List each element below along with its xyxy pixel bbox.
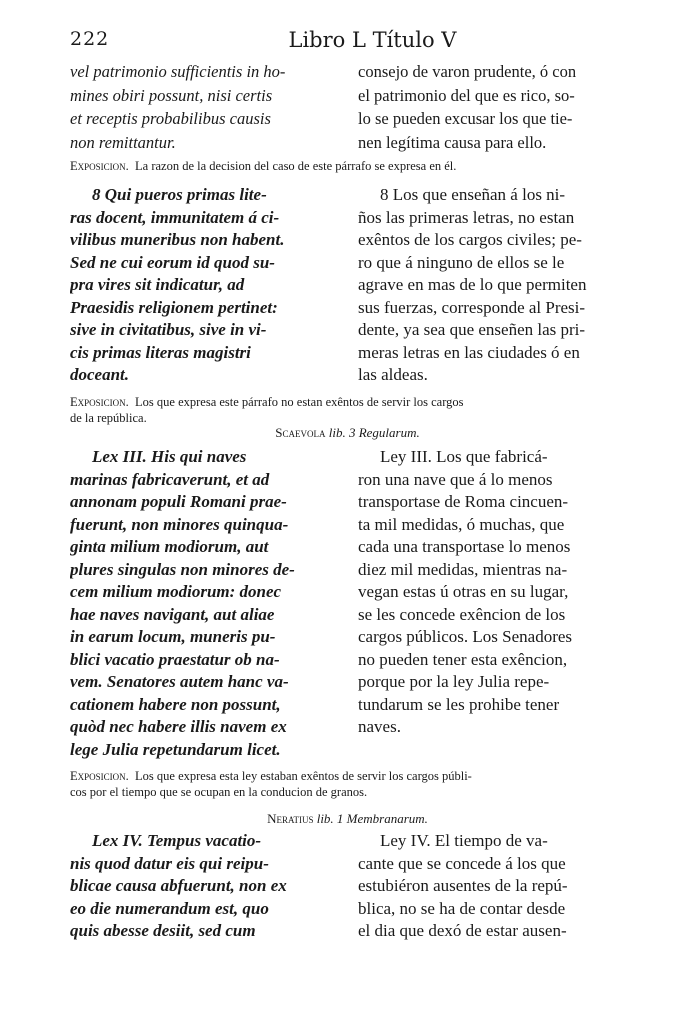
spanish-line: blica, no se ha de contar desde — [358, 898, 566, 918]
spanish-column — [358, 60, 625, 154]
latin-line: in earum locum, muneris pu- — [70, 627, 276, 646]
spanish-line: transportase de Roma cincuen- — [358, 492, 569, 511]
spanish-column — [358, 830, 625, 943]
latin-line: Praesidis religionem pertinet: — [70, 297, 278, 317]
latin-line: vel patrimonio sufficientis in ho- — [70, 62, 286, 81]
spanish-line: 8 Los que enseñan á los ni- — [380, 185, 566, 204]
spanish-column — [358, 184, 625, 387]
lex-4 — [70, 830, 625, 950]
latin-line: et receptis probabilibus causis — [70, 109, 271, 128]
spanish-line: ron una nave que á lo menos — [358, 469, 553, 489]
spanish-line: cada una transportase lo menos — [358, 537, 571, 556]
latin-line: cis primas literas magistri — [70, 342, 251, 362]
spanish-line: cante que se concede á los que — [358, 853, 566, 873]
note-label: Exposicion. — [70, 769, 129, 783]
latin-line: mines obiri possunt, nisi certis — [70, 85, 273, 105]
latin-line: vilibus muneribus non habent. — [70, 230, 285, 249]
note-text: de la república. — [70, 411, 147, 425]
exposition-note — [70, 768, 625, 800]
latin-column — [70, 184, 340, 387]
note-label: Exposicion. — [70, 395, 129, 409]
spanish-line: Ley IV. El tiempo de va- — [380, 831, 548, 850]
spanish-line: se les concede exêncion de los — [358, 604, 566, 624]
spanish-column — [358, 446, 625, 739]
source-author: Scaevola — [275, 425, 326, 440]
latin-line: Sed ne cui eorum id quod su- — [70, 252, 275, 272]
latin-line: fuerunt, non minores quinqua- — [70, 514, 289, 534]
latin-line: vem. Senatores autem hanc va- — [70, 672, 289, 691]
latin-line: cationem habere non possunt, — [70, 694, 281, 714]
latin-line: lege Julia repetundarum licet. — [70, 739, 281, 759]
spanish-line: dente, ya sea que enseñen las pri- — [358, 320, 586, 339]
spanish-line: ños las primeras letras, no estan — [358, 207, 575, 227]
latin-line: doceant. — [70, 365, 130, 384]
spanish-line: consejo de varon prudente, ó con — [358, 62, 577, 81]
spanish-line: cargos públicos. Los Senadores — [358, 627, 573, 646]
latin-line: blici vacatio praestatur ob na- — [70, 649, 280, 669]
note-text: La razon de la decision del caso de este párrafo se expresa en él. — [135, 159, 457, 173]
latin-line: ras docent, immunitatem á ci- — [70, 207, 280, 227]
note-text: cos por el tiempo que se ocupan en la conducion de granos. — [70, 785, 368, 799]
page-header — [70, 28, 625, 54]
spanish-line: el dia que dexó de estar ausen- — [358, 921, 567, 940]
latin-column — [70, 830, 340, 943]
lex-3 — [70, 446, 625, 764]
latin-line: 8 Qui pueros primas lite- — [92, 185, 267, 204]
spanish-line: naves. — [358, 717, 401, 736]
spanish-line: exêntos de los cargos civiles; pe- — [358, 230, 582, 249]
latin-line: marinas fabricaverunt, et ad — [70, 469, 270, 489]
source-citation — [70, 424, 625, 442]
latin-line: sive in civitatibus, sive in vi- — [70, 320, 267, 339]
spanish-line: ro que á ninguno de ellos se le — [358, 252, 565, 272]
spanish-line: meras letras en las ciudades ó en — [358, 342, 580, 362]
spanish-line: porque por la ley Julia repe- — [358, 672, 550, 691]
spanish-line: diez mil medidas, mientras na- — [358, 559, 568, 579]
latin-line: Lex IV. Tempus vacatio- — [92, 831, 262, 850]
spanish-line: lo se pueden excusar los que tie- — [358, 109, 573, 128]
spanish-line: tundarum se les prohibe tener — [358, 694, 560, 714]
latin-line: eo die numerandum est, quo — [70, 898, 269, 918]
exposition-note — [70, 158, 625, 174]
spanish-line: sus fuerzas, corresponde al Presi- — [358, 297, 586, 317]
spanish-line: ta mil medidas, ó muchas, que — [358, 514, 565, 534]
spanish-line: estubiéron ausentes de la repú- — [358, 876, 568, 895]
spanish-line: nen legítima causa para ello. — [358, 132, 547, 152]
latin-line: hae naves navigant, aut aliae — [70, 604, 275, 624]
latin-line: cem milium modiorum: donec — [70, 582, 282, 601]
paragraph-8 — [70, 184, 625, 390]
spanish-line: agrave en mas de lo que permiten — [358, 275, 587, 294]
source-book: lib. 3 Regularum. — [328, 425, 420, 440]
latin-column — [70, 60, 340, 154]
note-text: Los que expresa este párrafo no estan exêntos de servir los cargos — [135, 395, 464, 409]
source-citation — [70, 810, 625, 828]
page-number: 222 — [70, 28, 110, 50]
latin-line: plures singulas non minores de- — [70, 559, 295, 579]
spanish-line: no pueden tener esta exêncion, — [358, 649, 568, 669]
spanish-line: Ley III. Los que fabricá- — [380, 447, 548, 466]
latin-line: nis quod datur eis qui reipu- — [70, 853, 269, 873]
section-continuation — [70, 60, 625, 156]
exposition-note — [70, 394, 625, 426]
spanish-line: las aldeas. — [358, 365, 428, 384]
source-author: Neratius — [267, 811, 314, 826]
latin-column — [70, 446, 340, 761]
latin-line: blicae causa abfuerunt, non ex — [70, 876, 287, 895]
running-title: Libro L Título V — [288, 28, 457, 52]
latin-line: pra vires sit indicatur, ad — [70, 275, 245, 294]
latin-line: non remittantur. — [70, 132, 176, 152]
latin-line: quòd nec habere illis navem ex — [70, 717, 287, 736]
source-book: lib. 1 Membranarum. — [316, 811, 428, 826]
latin-line: ginta milium modiorum, aut — [70, 537, 269, 556]
latin-line: annonam populi Romani prae- — [70, 492, 287, 511]
latin-line: quis abesse desiit, sed cum — [70, 921, 256, 940]
latin-line: Lex III. His qui naves — [92, 447, 247, 466]
note-label: Exposicion. — [70, 159, 129, 173]
note-text: Los que expresa esta ley estaban exêntos de servir los cargos públi- — [135, 769, 472, 783]
spanish-line: el patrimonio del que es rico, so- — [358, 85, 575, 105]
spanish-line: vegan estas ú otras en su lugar, — [358, 582, 569, 601]
